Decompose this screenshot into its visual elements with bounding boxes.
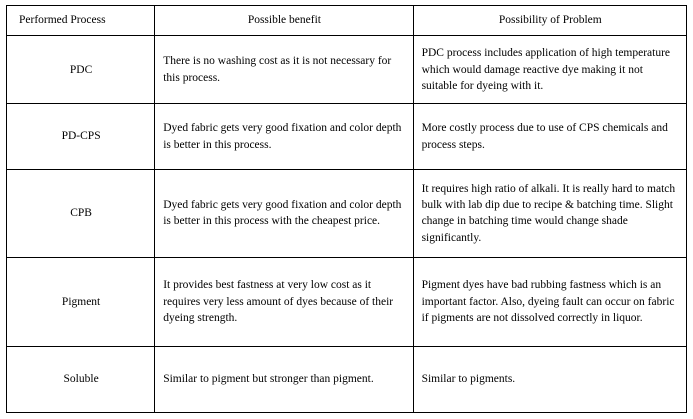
- cell-benefit: [155, 36, 413, 104]
- header-text: Possible benefit: [247, 14, 321, 27]
- cell-process: [7, 258, 155, 346]
- cell-benefit: [155, 104, 413, 169]
- header-text: Performed Process: [19, 14, 106, 27]
- cell-problem: [413, 346, 686, 412]
- table-header-row: [7, 6, 687, 36]
- cell-text: Soluble: [63, 373, 99, 386]
- process-comparison-table: [6, 5, 687, 413]
- cell-problem: [413, 36, 686, 104]
- cell-problem: [413, 169, 686, 257]
- cell-text: There is no washing cost as it is not necessary for this process.: [163, 55, 392, 84]
- cell-process: [7, 36, 155, 104]
- cell-text: PD-CPS: [61, 130, 101, 143]
- column-header-performed-process: [7, 6, 155, 36]
- cell-text: CPB: [70, 207, 92, 220]
- cell-process: [7, 169, 155, 257]
- cell-text: Pigment: [61, 295, 101, 308]
- cell-benefit: [155, 258, 413, 346]
- cell-text: PDC process includes application of high temperature which would damage reactive dye making it not suitable for dyeing with it.: [421, 47, 671, 92]
- cell-problem: [413, 258, 686, 346]
- cell-text: More costly process due to use of CPS chemicals and process steps.: [421, 122, 668, 151]
- table-row: [7, 346, 687, 412]
- table-row: [7, 169, 687, 257]
- cell-text: Dyed fabric gets very good fixation and color depth is better in this process.: [163, 122, 402, 151]
- cell-text: Similar to pigment but stronger than pigment.: [163, 373, 374, 386]
- cell-process: [7, 346, 155, 412]
- column-header-possible-benefit: [155, 6, 413, 36]
- cell-text: Dyed fabric gets very good fixation and color depth is better in this process with the cheapest price.: [163, 199, 402, 228]
- cell-process: [7, 104, 155, 169]
- cell-problem: [413, 104, 686, 169]
- header-text: Possibility of Problem: [498, 14, 602, 27]
- column-header-possibility-of-problem: [413, 6, 686, 36]
- table-row: [7, 258, 687, 346]
- table-row: [7, 36, 687, 104]
- cell-benefit: [155, 169, 413, 257]
- cell-text: It requires high ratio of alkali. It is really hard to match bulk with lab dip due to recipe & batching time. Slight change in batching time would change shade significantly.: [421, 182, 676, 244]
- cell-text: PDC: [69, 63, 93, 76]
- cell-text: It provides best fastness at very low cost as it requires very less amount of dyes because of their dyeing strength.: [163, 279, 394, 325]
- cell-benefit: [155, 346, 413, 412]
- table-row: [7, 104, 687, 169]
- cell-text: Similar to pigments.: [421, 373, 516, 386]
- cell-text: Pigment dyes have bad rubbing fastness which is an important factor. Also, dyeing fault can occur on fabric if pigments are not dissolved correctly in liquor.: [421, 279, 675, 325]
